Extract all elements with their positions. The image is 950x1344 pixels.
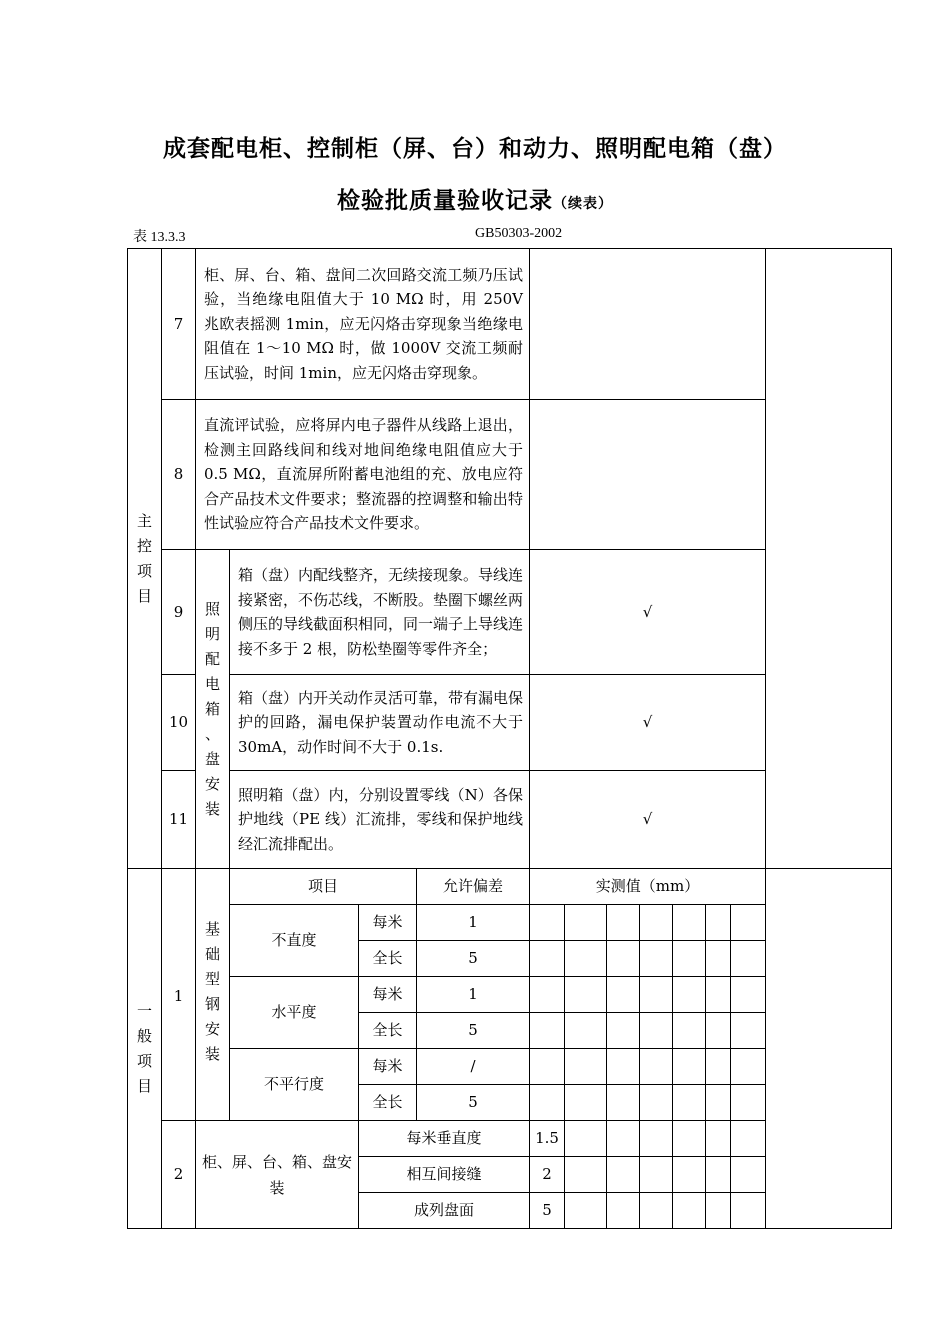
unit-label: 全长 bbox=[359, 941, 417, 977]
group-name: 不平行度 bbox=[230, 1049, 359, 1121]
inspection-result-check: √ bbox=[530, 771, 766, 869]
measured-cell[interactable] bbox=[530, 1085, 565, 1121]
lighting-box-label: 照 明 配 电 箱 、 盘 安 装 bbox=[196, 550, 230, 869]
measured-cell[interactable] bbox=[640, 1157, 673, 1193]
measured-cell[interactable] bbox=[640, 977, 673, 1013]
measured-cell[interactable] bbox=[673, 1085, 706, 1121]
main-control-section-label: 主 控 项 目 bbox=[128, 249, 162, 869]
unit-label: 每米 bbox=[359, 1049, 417, 1085]
measured-cell[interactable] bbox=[706, 1049, 731, 1085]
measured-cell[interactable] bbox=[565, 1049, 607, 1085]
measured-cell[interactable] bbox=[706, 1013, 731, 1049]
measured-cell[interactable] bbox=[731, 1157, 766, 1193]
measured-cell[interactable] bbox=[673, 941, 706, 977]
measured-cell[interactable] bbox=[731, 1049, 766, 1085]
measured-cell[interactable] bbox=[731, 905, 766, 941]
item-description: 照明箱（盘）内，分别设置零线（N）各保护地线（PE 线）汇流排，零线和保护地线经汇流排配出。 bbox=[230, 771, 530, 869]
standard-code: GB50303-2002 bbox=[475, 226, 563, 241]
measured-cell[interactable] bbox=[706, 1193, 731, 1229]
check-item-name: 相互间接缝 bbox=[359, 1157, 530, 1193]
measured-cell[interactable] bbox=[607, 905, 640, 941]
measured-cell[interactable] bbox=[731, 1085, 766, 1121]
inspection-result bbox=[530, 400, 766, 550]
measured-cell[interactable] bbox=[673, 905, 706, 941]
measured-cell[interactable] bbox=[673, 1013, 706, 1049]
measured-cell[interactable] bbox=[530, 905, 565, 941]
measured-cell[interactable] bbox=[565, 941, 607, 977]
measured-cell[interactable] bbox=[530, 977, 565, 1013]
measured-cell[interactable] bbox=[706, 1121, 731, 1157]
item-number: 11 bbox=[162, 771, 196, 869]
item-number: 1 bbox=[162, 869, 196, 1121]
table-row bbox=[128, 869, 892, 905]
check-item-name: 成列盘面 bbox=[359, 1193, 530, 1229]
measured-cell[interactable] bbox=[607, 1049, 640, 1085]
measured-cell[interactable] bbox=[731, 977, 766, 1013]
tolerance-value: 5 bbox=[530, 1193, 565, 1229]
measured-cell[interactable] bbox=[706, 977, 731, 1013]
measured-cell[interactable] bbox=[640, 1193, 673, 1229]
measured-cell[interactable] bbox=[607, 1085, 640, 1121]
measured-cell[interactable] bbox=[731, 941, 766, 977]
measured-cell[interactable] bbox=[706, 1085, 731, 1121]
measured-cell[interactable] bbox=[565, 1013, 607, 1049]
item-number: 7 bbox=[162, 249, 196, 400]
foundation-steel-label: 基 础 型 钢 安 装 bbox=[196, 869, 230, 1121]
group-name: 不直度 bbox=[230, 905, 359, 977]
header-item: 项目 bbox=[230, 869, 417, 905]
inspection-result-check: √ bbox=[530, 550, 766, 675]
measured-cell[interactable] bbox=[640, 905, 673, 941]
tolerance-value: 2 bbox=[530, 1157, 565, 1193]
unit-label: 每米 bbox=[359, 977, 417, 1013]
measured-cell[interactable] bbox=[607, 1013, 640, 1049]
measured-cell[interactable] bbox=[706, 941, 731, 977]
measured-cell[interactable] bbox=[706, 905, 731, 941]
item-number: 9 bbox=[162, 550, 196, 675]
tolerance-value: 5 bbox=[417, 1085, 530, 1121]
measured-cell[interactable] bbox=[607, 941, 640, 977]
tolerance-value: 1 bbox=[417, 905, 530, 941]
measured-cell[interactable] bbox=[607, 1157, 640, 1193]
measured-cell[interactable] bbox=[706, 1157, 731, 1193]
table-row bbox=[128, 249, 892, 400]
measured-cell[interactable] bbox=[607, 1121, 640, 1157]
measured-cell[interactable] bbox=[673, 1121, 706, 1157]
measured-cell[interactable] bbox=[607, 977, 640, 1013]
measured-cell[interactable] bbox=[640, 1049, 673, 1085]
measured-cell[interactable] bbox=[673, 1157, 706, 1193]
title-continued: （续表） bbox=[553, 196, 613, 212]
inspection-table bbox=[127, 248, 892, 1229]
tolerance-value: / bbox=[417, 1049, 530, 1085]
measured-cell[interactable] bbox=[731, 1013, 766, 1049]
item-number: 10 bbox=[162, 675, 196, 771]
measured-cell[interactable] bbox=[565, 1193, 607, 1229]
measured-cell[interactable] bbox=[565, 977, 607, 1013]
item-number: 2 bbox=[162, 1121, 196, 1229]
measured-cell[interactable] bbox=[565, 1157, 607, 1193]
tolerance-value: 1 bbox=[417, 977, 530, 1013]
acceptance-record-cell bbox=[766, 249, 892, 869]
measured-cell[interactable] bbox=[640, 1013, 673, 1049]
check-item-name: 每米垂直度 bbox=[359, 1121, 530, 1157]
measured-cell[interactable] bbox=[731, 1193, 766, 1229]
unit-label: 全长 bbox=[359, 1085, 417, 1121]
measured-cell[interactable] bbox=[565, 1121, 607, 1157]
inspection-result bbox=[530, 249, 766, 400]
item-description: 箱（盘）内开关动作灵活可靠，带有漏电保护的回路，漏电保护装置动作电流不大于 30mA，动作时间不大于 0.1s. bbox=[230, 675, 530, 771]
measured-cell[interactable] bbox=[673, 977, 706, 1013]
table-code: 表 13.3.3 bbox=[133, 230, 186, 245]
document-title-line2 bbox=[0, 182, 950, 215]
header-measured: 实测值（mm） bbox=[530, 869, 766, 905]
measured-cell[interactable] bbox=[731, 1121, 766, 1157]
title-main: 检验批质量验收记录 bbox=[337, 187, 553, 214]
item-description: 直流评试验，应将屏内电子器件从线路上退出，检测主回路线间和线对地间绝缘电阻值应大于 0.5 MΩ，直流屏所附蓄电池组的充、放电应符合产品技术文件要求；整流器的控调整和输出特性试验应符合产品技术文件要求。 bbox=[196, 400, 530, 550]
measured-cell[interactable] bbox=[530, 1049, 565, 1085]
tolerance-value: 1.5 bbox=[530, 1121, 565, 1157]
document-title-line1: 成套配电柜、控制柜（屏、台）和动力、照明配电箱（盘） bbox=[163, 135, 787, 162]
general-section-label: 一 般 项 目 bbox=[128, 869, 162, 1229]
cabinet-install-label: 柜、屏、台、箱、盘安装 bbox=[196, 1121, 359, 1229]
acceptance-record-cell bbox=[766, 869, 892, 1229]
measured-cell[interactable] bbox=[565, 1085, 607, 1121]
item-description: 箱（盘）内配线整齐，无续接现象。导线连接紧密，不伤芯线，不断股。垫圈下螺丝两侧压的导线截面积相同，同一端子上导线连接不多于 2 根，防松垫圈等零件齐全； bbox=[230, 550, 530, 675]
measured-cell[interactable] bbox=[607, 1193, 640, 1229]
unit-label: 每米 bbox=[359, 905, 417, 941]
measured-cell[interactable] bbox=[673, 1049, 706, 1085]
unit-label: 全长 bbox=[359, 1013, 417, 1049]
measured-cell[interactable] bbox=[673, 1193, 706, 1229]
measured-cell[interactable] bbox=[640, 1121, 673, 1157]
measured-cell[interactable] bbox=[565, 905, 607, 941]
item-description: 柜、屏、台、箱、盘间二次回路交流工频乃压试验，当绝缘电阻值大于 10 MΩ 时，用 250V 兆欧表摇测 1min，应无闪烙击穿现象当绝缘电阻值在 1～10 MΩ 时，做 1000V 交流工频耐压试验，时间 1min，应无闪烙击穿现象。 bbox=[196, 249, 530, 400]
measured-cell[interactable] bbox=[530, 1013, 565, 1049]
header-tolerance: 允许偏差 bbox=[417, 869, 530, 905]
measured-cell[interactable] bbox=[530, 941, 565, 977]
tolerance-value: 5 bbox=[417, 1013, 530, 1049]
item-number: 8 bbox=[162, 400, 196, 550]
inspection-result-check: √ bbox=[530, 675, 766, 771]
measured-cell[interactable] bbox=[640, 941, 673, 977]
tolerance-value: 5 bbox=[417, 941, 530, 977]
group-name: 水平度 bbox=[230, 977, 359, 1049]
measured-cell[interactable] bbox=[640, 1085, 673, 1121]
